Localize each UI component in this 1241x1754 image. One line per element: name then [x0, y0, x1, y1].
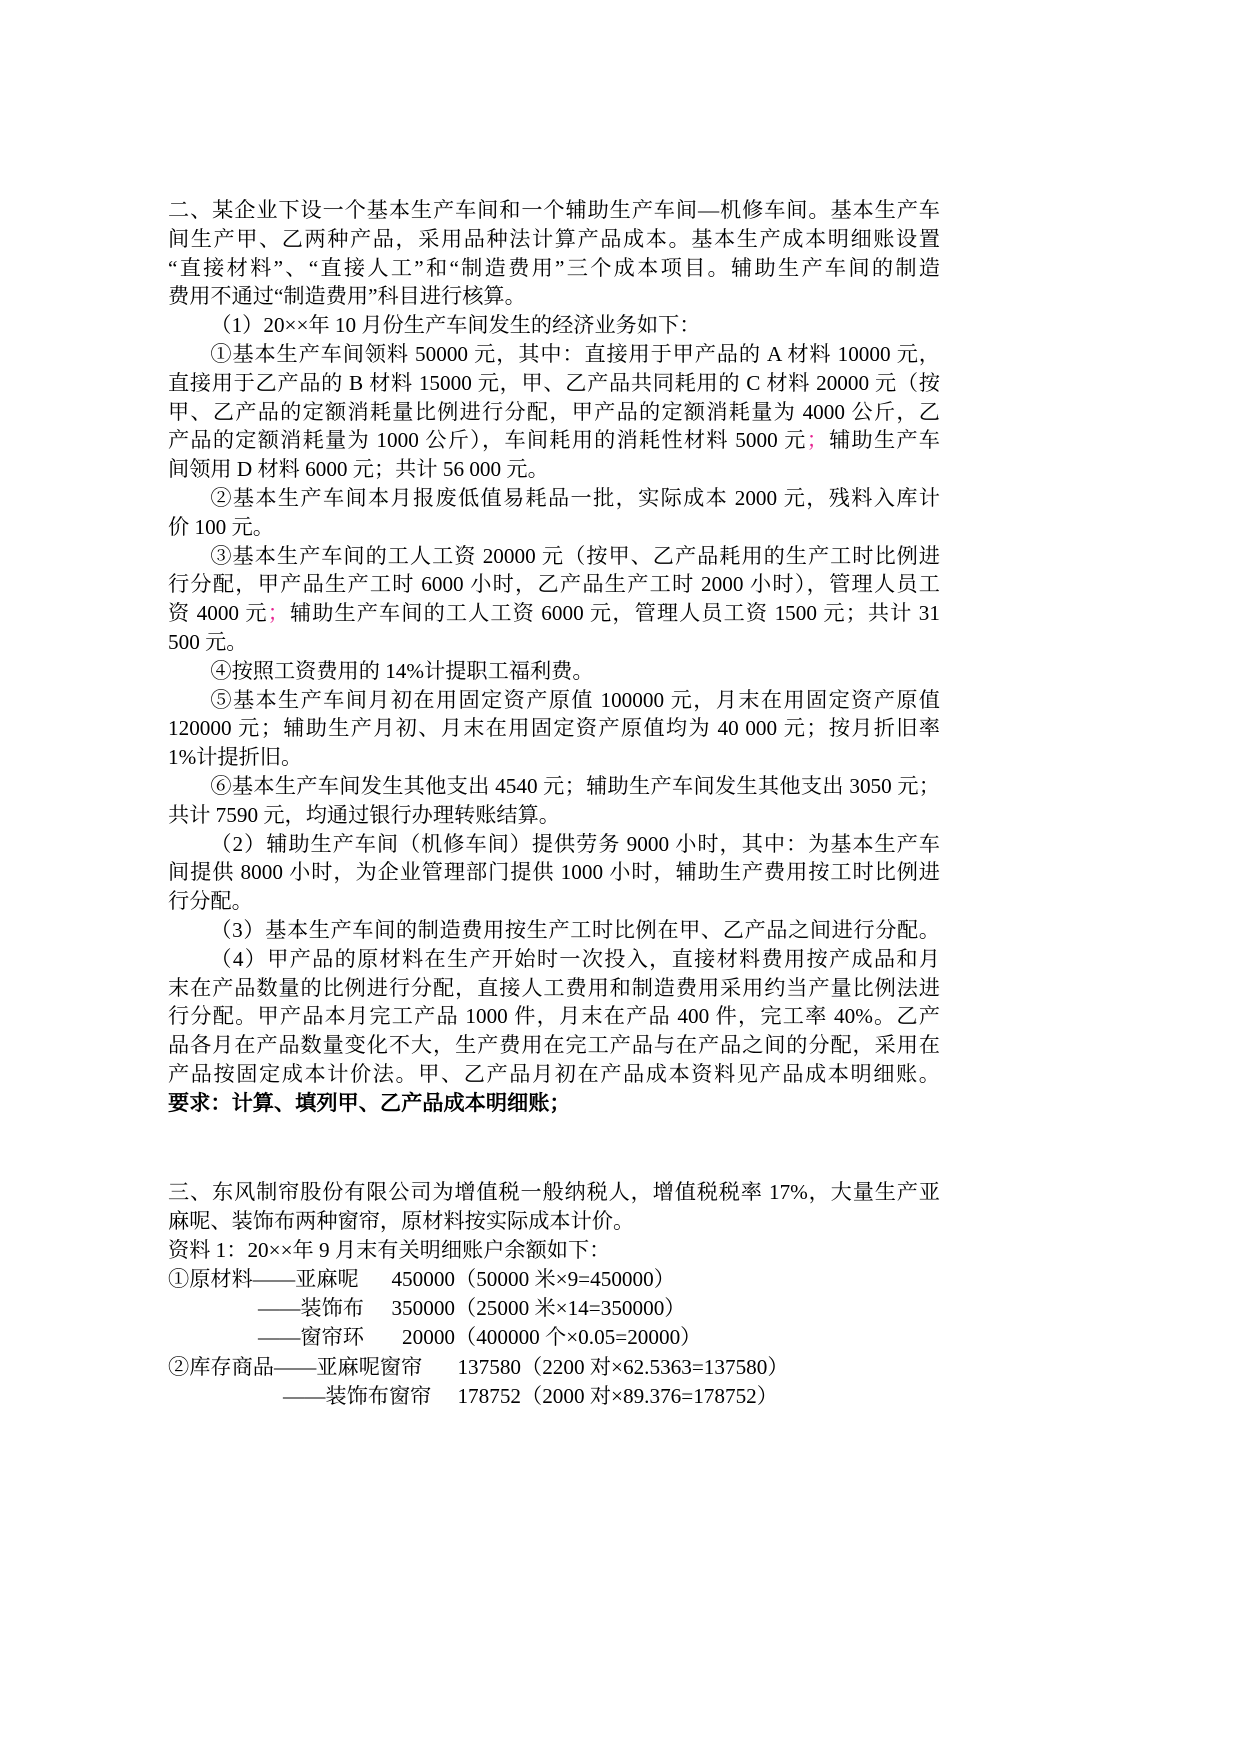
account-label: ——装饰布窗帘	[283, 1383, 432, 1408]
account-detail: （50000 米×9=450000）	[455, 1267, 675, 1292]
paragraph-line: 行分配。	[168, 889, 253, 914]
paragraph-line: 产品按固定成本计价法。甲、乙产品月初在产品成本资料见产品成本明细账。	[168, 1061, 940, 1086]
requirement-line: 要求：计算、填列甲、乙产品成本明细账；	[168, 1090, 571, 1115]
paragraph-line: 资料 1：20××年 9 月末有关明细账户余额如下：	[168, 1238, 611, 1263]
paragraph-line: 直接用于乙产品的 B 材料 15000 元，甲、乙产品共同耗用的 C 材料 20000 元（按	[168, 370, 940, 395]
paragraph-line: （3）基本生产车间的制造费用按生产工时比例在甲、乙产品之间进行分配。	[210, 917, 940, 942]
paragraph-line: 间生产甲、乙两种产品，采用品种法计算产品成本。基本生产成本明细账设置	[168, 226, 940, 251]
highlighted-semicolon: ；	[267, 601, 289, 626]
paragraph-line: 间领用 D 材料 6000 元；共计 56 000 元。	[168, 457, 549, 482]
paragraph-line: （4）甲产品的原材料在生产开始时一次投入，直接材料费用按产成品和月	[210, 946, 940, 971]
balance-row	[168, 1382, 940, 1411]
paragraph-line: 品各月在产品数量变化不大，生产费用在完工产品与在产品之间的分配，采用在	[168, 1033, 940, 1058]
paragraph-line: 甲、乙产品的定额消耗量比例进行分配，甲产品的定额消耗量为 4000 公斤，乙	[168, 399, 940, 424]
account-detail: （25000 米×14=350000）	[455, 1296, 686, 1321]
paragraph-line: 500 元。	[168, 629, 248, 654]
account-detail: （2000 对×89.376=178752）	[521, 1383, 778, 1408]
text-run: 辅助生产车	[827, 428, 940, 453]
paragraph-line: 麻呢、装饰布两种窗帘，原材料按实际成本计价。	[168, 1209, 635, 1234]
paragraph-line: 费用不通过“制造费用”科目进行核算。	[168, 284, 526, 309]
paragraph-line	[168, 426, 940, 455]
paragraph-line: 1%计提折旧。	[168, 745, 303, 770]
account-amount: 137580	[457, 1354, 521, 1379]
text-run: 资 4000 元	[168, 601, 268, 626]
paragraph-line: 三、东风制帘股份有限公司为增值税一般纳税人，增值税税率 17%，大量生产亚	[168, 1180, 940, 1204]
paragraph-line: 行分配。甲产品本月完工产品 1000 件，月末在产品 400 件，完工率 40%。乙产	[168, 1004, 940, 1029]
paragraph-line: 行分配，甲产品生产工时 6000 小时，乙产品生产工时 2000 小时），管理人员工	[168, 572, 940, 597]
paragraph-line: 120000 元；辅助生产月初、月末在用固定资产原值均为 40 000 元；按月折旧率	[168, 716, 940, 741]
paragraph-line: 末在产品数量的比例进行分配，直接人工费用和制造费用采用约当产量比例法进	[168, 975, 940, 1000]
text-run: 辅助生产车间的工人工资 6000 元，管理人员工资 1500 元；共计 31	[288, 601, 940, 626]
account-label: ②库存商品——亚麻呢窗帘	[168, 1354, 423, 1379]
account-label: ①原材料——亚麻呢	[168, 1267, 359, 1292]
account-amount: 178752	[457, 1383, 521, 1408]
account-amount: 20000	[402, 1325, 455, 1350]
account-label: ——窗帘环	[258, 1325, 364, 1350]
paragraph-line: ⑤基本生产车间月初在用固定资产原值 100000 元，月末在用固定资产原值	[210, 687, 940, 712]
account-amount: 450000	[391, 1267, 455, 1292]
paragraph-line: ①基本生产车间领料 50000 元，其中：直接用于甲产品的 A 材料 10000 元，	[210, 341, 940, 366]
paragraph-line: 价 100 元。	[168, 514, 274, 539]
paragraph-line: “直接材料”、“直接人工”和“制造费用”三个成本项目。辅助生产车间的制造	[168, 255, 940, 280]
problem-3-section	[168, 1178, 940, 1411]
paragraph-line: ④按照工资费用的 14%计提职工福利费。	[210, 658, 594, 683]
paragraph-line: 二、某企业下设一个基本生产车间和一个辅助生产车间—机修车间。基本生产车	[168, 198, 940, 222]
problem-2-section	[168, 196, 940, 1118]
paragraph-line	[168, 599, 940, 628]
paragraph-line: ②基本生产车间本月报废低值易耗品一批，实际成本 2000 元，残料入库计	[210, 485, 940, 510]
text-run: 产品的定额消耗量为 1000 公斤），车间耗用的消耗性材料 5000 元	[168, 428, 807, 453]
balance-row	[168, 1265, 940, 1294]
paragraph-line: （2）辅助生产车间（机修车间）提供劳务 9000 小时，其中：为基本生产车	[210, 831, 940, 856]
paragraph-line: ③基本生产车间的工人工资 20000 元（按甲、乙产品耗用的生产工时比例进	[210, 543, 940, 568]
account-detail: （2200 对×62.5363=137580）	[521, 1354, 789, 1379]
paragraph-line: （1）20××年 10 月份生产车间发生的经济业务如下：	[210, 313, 701, 338]
highlighted-semicolon: ；	[806, 428, 828, 453]
paragraph-line: ⑥基本生产车间发生其他支出 4540 元；辅助生产车间发生其他支出 3050 元；	[210, 773, 940, 798]
balance-row	[168, 1294, 940, 1323]
balance-row	[168, 1353, 940, 1382]
account-amount: 350000	[391, 1296, 455, 1321]
paragraph-line: 间提供 8000 小时，为企业管理部门提供 1000 小时，辅助生产费用按工时比例进	[168, 860, 940, 885]
balance-row	[168, 1323, 940, 1352]
paragraph-line: 共计 7590 元，均通过银行办理转账结算。	[168, 802, 560, 827]
account-label: ——装饰布	[258, 1296, 364, 1321]
account-detail: （400000 个×0.05=20000）	[455, 1325, 702, 1350]
